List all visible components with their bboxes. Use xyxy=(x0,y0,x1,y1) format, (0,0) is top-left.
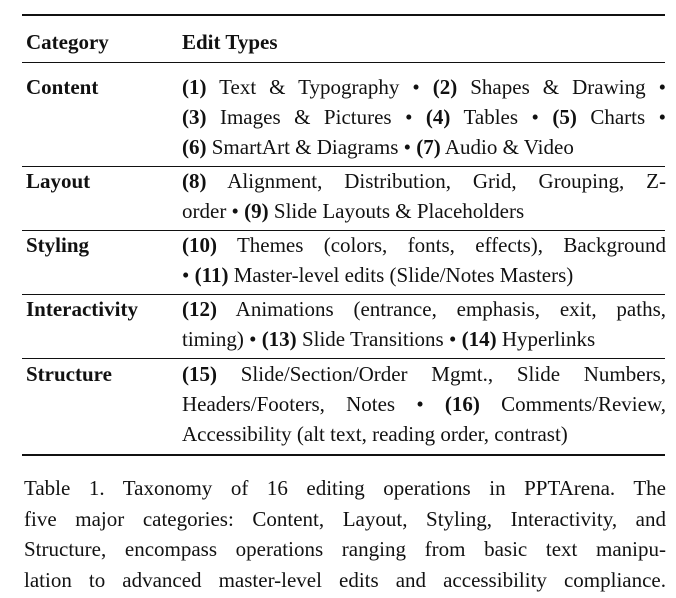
edit-type-number: (16) xyxy=(444,392,480,416)
edit-types-line xyxy=(182,324,666,354)
edit-types-line xyxy=(182,196,666,226)
edits-content xyxy=(182,72,666,162)
bottom-rule xyxy=(22,454,665,456)
category-structure: Structure xyxy=(26,362,112,386)
edits-structure xyxy=(182,359,666,449)
edit-type-number: (5) xyxy=(552,105,577,129)
caption-line: Structure, encompass operations ranging from basic text manipu- xyxy=(24,537,666,561)
category-styling: Styling xyxy=(26,233,90,257)
edit-type-text: • xyxy=(182,263,195,287)
edit-type-text: Master-level edits (Slide/Notes Masters) xyxy=(228,263,574,287)
edit-type-number: (1) xyxy=(182,75,207,99)
edit-type-text: Text & Typography • xyxy=(206,75,433,99)
caption-line: lation to advanced master-level edits and accessibility compliance. xyxy=(24,567,666,592)
edit-types-line xyxy=(182,166,666,196)
edit-type-number: (12) xyxy=(182,297,217,321)
edit-type-text: timing) • xyxy=(182,327,262,351)
category-interactivity: Interactivity xyxy=(26,297,138,321)
edit-types-line xyxy=(182,359,666,389)
edit-type-number: (9) xyxy=(244,199,269,223)
edits-interactivity xyxy=(182,294,666,354)
edit-type-number: (15) xyxy=(182,362,217,386)
header-edit-types: Edit Types xyxy=(182,30,278,54)
edit-type-number: (2) xyxy=(432,75,458,99)
edit-type-text: Slide Layouts & Placeholders xyxy=(268,199,525,223)
edit-type-number: (13) xyxy=(261,327,297,351)
edit-type-text: Headers/Footers, Notes • xyxy=(182,392,445,416)
edit-type-text: Comments/Review, xyxy=(479,392,667,416)
edit-type-text: order • xyxy=(182,199,245,223)
edit-types-line xyxy=(182,132,666,162)
edit-type-text: Audio & Video xyxy=(440,135,574,159)
edit-types-line xyxy=(182,102,666,132)
edit-type-number: (14) xyxy=(461,327,497,351)
table-caption xyxy=(24,473,666,595)
edit-types-line xyxy=(182,294,666,324)
edit-type-text: Slide/Section/Order Mgmt., Slide Numbers, xyxy=(217,362,666,386)
edit-type-text: Shapes & Drawing • xyxy=(457,75,666,99)
category-layout: Layout xyxy=(26,169,91,193)
edit-type-number: (10) xyxy=(182,233,217,257)
edit-type-text: Animations (entrance, emphasis, exit, paths, xyxy=(217,297,666,321)
edit-type-text: Alignment, Distribution, Grid, Grouping, Z- xyxy=(206,169,666,193)
edit-type-text: SmartArt & Diagrams • xyxy=(206,135,417,159)
edit-type-text: Hyperlinks xyxy=(496,327,596,351)
edit-type-text: Accessibility (alt text, reading order, contrast) xyxy=(182,422,568,446)
header-category: Category xyxy=(26,30,109,54)
edit-types-line xyxy=(182,72,666,102)
edit-types-line xyxy=(182,260,666,290)
edit-type-text: Themes (colors, fonts, effects), Background xyxy=(217,233,666,257)
edit-types-line xyxy=(182,230,666,260)
edit-type-number: (8) xyxy=(182,169,207,193)
top-rule xyxy=(22,14,665,16)
edit-type-number: (4) xyxy=(425,105,451,129)
edit-type-number: (6) xyxy=(182,135,207,159)
edit-types-line xyxy=(182,419,666,449)
edit-type-text: Charts • xyxy=(576,105,666,129)
edit-types-line xyxy=(182,389,666,419)
edit-type-text: Slide Transitions • xyxy=(296,327,462,351)
edit-type-text: Images & Pictures • xyxy=(206,105,426,129)
edits-layout xyxy=(182,166,666,226)
edit-type-number: (3) xyxy=(182,105,207,129)
header-rule xyxy=(22,62,665,63)
caption-line: Table 1. Taxonomy of 16 editing operations in PPTArena. The xyxy=(24,476,666,500)
caption-line: five major categories: Content, Layout, Styling, Interactivity, and xyxy=(24,506,666,531)
edit-type-number: (7) xyxy=(416,135,441,159)
edits-styling xyxy=(182,230,666,290)
category-content: Content xyxy=(26,75,99,99)
edit-type-number: (11) xyxy=(194,263,229,287)
edit-type-text: Tables • xyxy=(450,105,553,129)
